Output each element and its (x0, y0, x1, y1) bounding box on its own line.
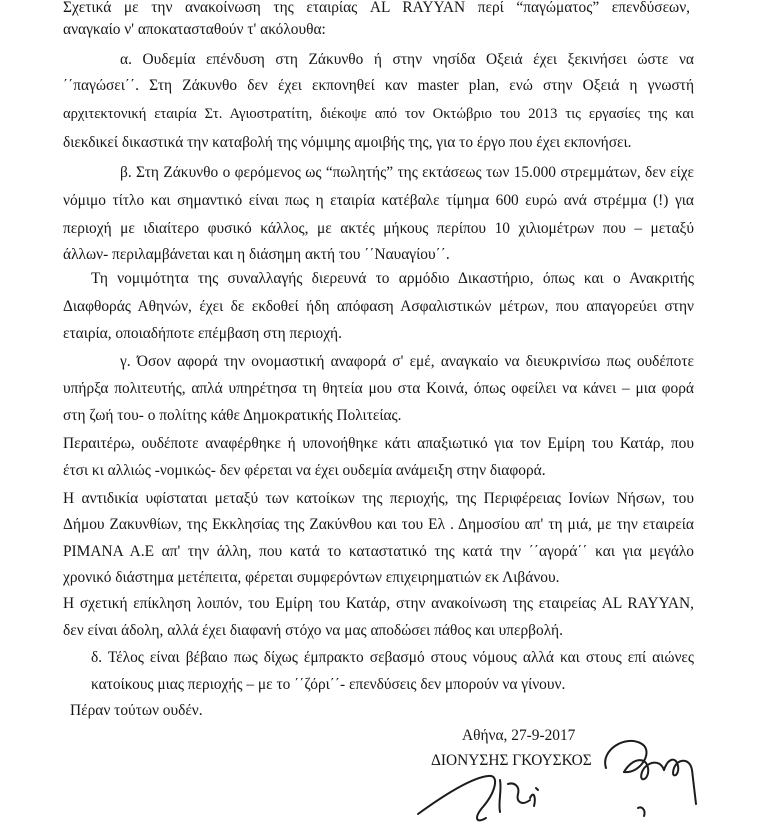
handwritten-signature (410, 728, 710, 827)
paragraph-line: κατοίκους μιας περιοχής – με το ΄΄ζόρι΄΄- επενδύσεις δεν μπορούν να γίνουν. (91, 676, 566, 693)
paragraph-line: Δήμου Ζακυνθίων, της Εκκλησίας της Ζακύνθου και του Ελ . Δημοσίου απ' τη μιά, με την εταιρεία (63, 516, 694, 533)
paragraph-line: έτσι κι αλλιώς -νομικώς- δεν φέρεται να έχει ουδεμία ανάμειξη στην διαφορά. (63, 462, 546, 479)
paragraph-line: νόμιμο τίτλο και σημαντικό είναι πως η εταιρία κατέβαλε τίμημα 600 ευρώ ανά στρέμμα (!) για (63, 192, 694, 209)
paragraph-line: εταιρία, οποιαδήποτε επέμβαση στη περιοχή. (63, 325, 342, 342)
paragraph-line: γ. Όσον αφορά την ονομαστική αναφορά σ' εμέ, αναγκαίο να διευκρινίσω πως ουδέποτε (120, 353, 694, 370)
paragraph-line: Σχετικά με την ανακοίνωση της εταιρίας AL RAYYAN περί “παγώματος” επενδύσεων, (63, 0, 690, 16)
paragraph-line: Περαιτέρω, ουδέποτε αναφέρθηκε ή υπονοήθηκε κάτι απαξιωτικό για τον Εμίρη του Κατάρ, που (63, 435, 694, 452)
paragraph-line: α. Ουδεμία επένδυση στη Ζάκυνθο ή στην νησίδα Οξειά έχει ξεκινήσει ώστε να (120, 51, 694, 68)
paragraph-line: Τη νομιμότητα της συναλλαγής διερευνά το αρμόδιο Δικαστήριο, όπως και ο Ανακριτής (91, 270, 694, 287)
paragraph-line: β. Στη Ζάκυνθο ο φερόμενος ως “πωλητής” της εκτάσεως των 15.000 στρεμμάτων, δεν είχε (120, 164, 694, 181)
paragraph-line: αναγκαίο ν' αποκατασταθούν τ' ακόλουθα: (63, 21, 326, 38)
paragraph-line: άλλων- περιλαμβάνεται και η διάσημη ακτή του ΄΄Ναυαγίου΄΄. (63, 246, 450, 263)
paragraph-line: περιοχή με ιδιαίτερο φυσικό κάλλος, με ακτές μήκους περίπου 10 χιλιομέτρων που – μεταξύ (63, 220, 694, 237)
paragraph-line: υπήρξα πολιτευτής, απλά υπηρέτησα τη θητεία μου στα Κοινά, όπως οφείλει να κάνει – μια φορά (63, 380, 694, 397)
paragraph-line: χρονικό διάστημα μετέπειτα, φέρεται συμφερόντων επιχειρηματιών εκ Λιβάνου. (63, 569, 560, 586)
signature-place-date: Αθήνα, 27-9-2017 (462, 727, 576, 744)
paragraph-line: Η σχετική επίκληση λοιπόν, του Εμίρη του Κατάρ, στην ανακοίνωση της εταιρείας AL RAYYAN, (63, 595, 694, 612)
paragraph-line: Η αντιδικία υφίσταται μεταξύ των κατοίκων της περιοχής, της Περιφέρειας Ιονίων Νήσων, του (63, 490, 694, 507)
paragraph-line: ΄΄παγώσει΄΄. Στη Ζάκυνθο δεν έχει εκπονηθεί καν master plan, ενώ στην Οξειά η γνωστή (63, 77, 694, 94)
paragraph-line: δ. Τέλος είναι βέβαιο πως δίχως έμπρακτο σεβασμό στους νόμους αλλά και στους επί αιώνες (91, 649, 694, 666)
paragraph-line: Διαφθοράς Αθηνών, έχει δε εκδοθεί ήδη απόφαση Ασφαλιστικών μέτρων, που απαγορεύει στην (63, 298, 694, 315)
signature-name: ΔΙΟΝΥΣΗΣ ΓΚΟΥΣΚΟΣ (431, 752, 592, 769)
paragraph-line: ΡΙΜΑΝΑ Α.Ε απ' την άλλη, που κατά το καταστατικό της κατά την ΄΄αγορά΄΄ και για μεγάλο (63, 543, 694, 560)
closing-line: Πέραν τούτων ουδέν. (70, 702, 203, 719)
paragraph-line: αρχιτεκτονική εταιρία Στ. Αγιοστρατίτη, διέκοψε από τον Οκτώβριο του 2013 τις εργασίες της και (63, 106, 694, 122)
paragraph-line: δεν είναι άδολη, αλλά έχει διαφανή στόχο να μας αποδώσει πάθος και υπερβολή. (63, 622, 563, 639)
paragraph-line: στη ζωή του- ο πολίτης κάθε Δημοκρατικής Πολιτείας. (63, 407, 402, 424)
paragraph-line: διεκδικεί δικαστικά την καταβολή της νόμιμης αμοιβής της, για το έργο που έχει εκπονήσει. (63, 134, 632, 151)
